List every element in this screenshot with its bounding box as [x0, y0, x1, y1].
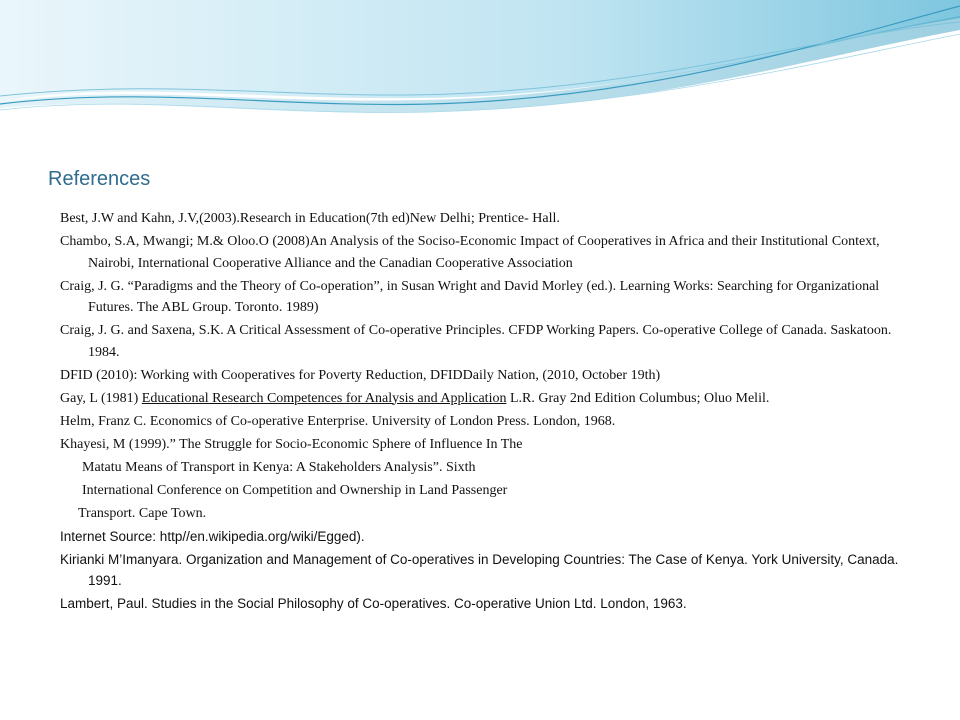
reference-continuation: International Conference on Competition and Ownership in Land Passenger: [82, 482, 508, 498]
reference-item: Lambert, Paul. Studies in the Social Philosophy of Co-operatives. Co-operative Union Ltd. London, 1963.: [60, 596, 687, 611]
reference-continuation: Transport. Cape Town.: [78, 505, 207, 521]
reference-continuation: Matatu Means of Transport in Kenya: A Stakeholders Analysis”. Sixth: [82, 459, 476, 475]
reference-item: Khayesi, M (1999).” The Struggle for Socio-Economic Sphere of Influence In The: [60, 436, 523, 452]
reference-item: Internet Source: http//en.wikipedia.org/wiki/Egged).: [60, 528, 365, 544]
slide-title: References: [48, 168, 151, 190]
reference-item: Chambo, S.A, Mwangi; M.& Oloo.O (2008)An Analysis of the Sociso-Economic Impact of Cooperatives in Africa and their Institutional Context, Nairobi, International Cooperative Alliance and the Canadian Cooperative Association: [60, 234, 880, 271]
reference-text: L.R. Gray 2nd Edition Columbus; Oluo Melil.: [506, 390, 770, 406]
decorative-wave-header: [0, 0, 960, 130]
reference-underlined-title: Educational Research Competences for Analysis and Application: [141, 390, 507, 406]
reference-item: Craig, J. G. and Saxena, S.K. A Critical Assessment of Co-operative Principles. CFDP Working Papers. Co-operative College of Canada. Saskatoon. 1984.: [60, 323, 892, 360]
reference-item: Helm, Franz C. Economics of Co-operative Enterprise. University of London Press. London, 1968.: [60, 413, 616, 429]
reference-item: DFID (2010): Working with Cooperatives for Poverty Reduction, DFIDDaily Nation, (2010, October 19th): [60, 367, 661, 383]
reference-item: Craig, J. G. “Paradigms and the Theory of Co-operation”, in Susan Wright and David Morley (ed.). Learning Works: Searching for Organizational Futures. The ABL Group. Toronto. 1989): [60, 278, 880, 315]
reference-list: [60, 208, 910, 616]
reference-item: Kirianki M’Imanyara. Organization and Management of Co-operatives in Developing Countries: The Case of Kenya. York University, Canada. 1991.: [60, 551, 899, 588]
reference-item: [60, 388, 910, 410]
reference-item: Best, J.W and Kahn, J.V,(2003).Research in Education(7th ed)New Delhi; Prentice- Hall.: [60, 211, 560, 226]
reference-text: Gay, L (1981): [60, 390, 142, 406]
